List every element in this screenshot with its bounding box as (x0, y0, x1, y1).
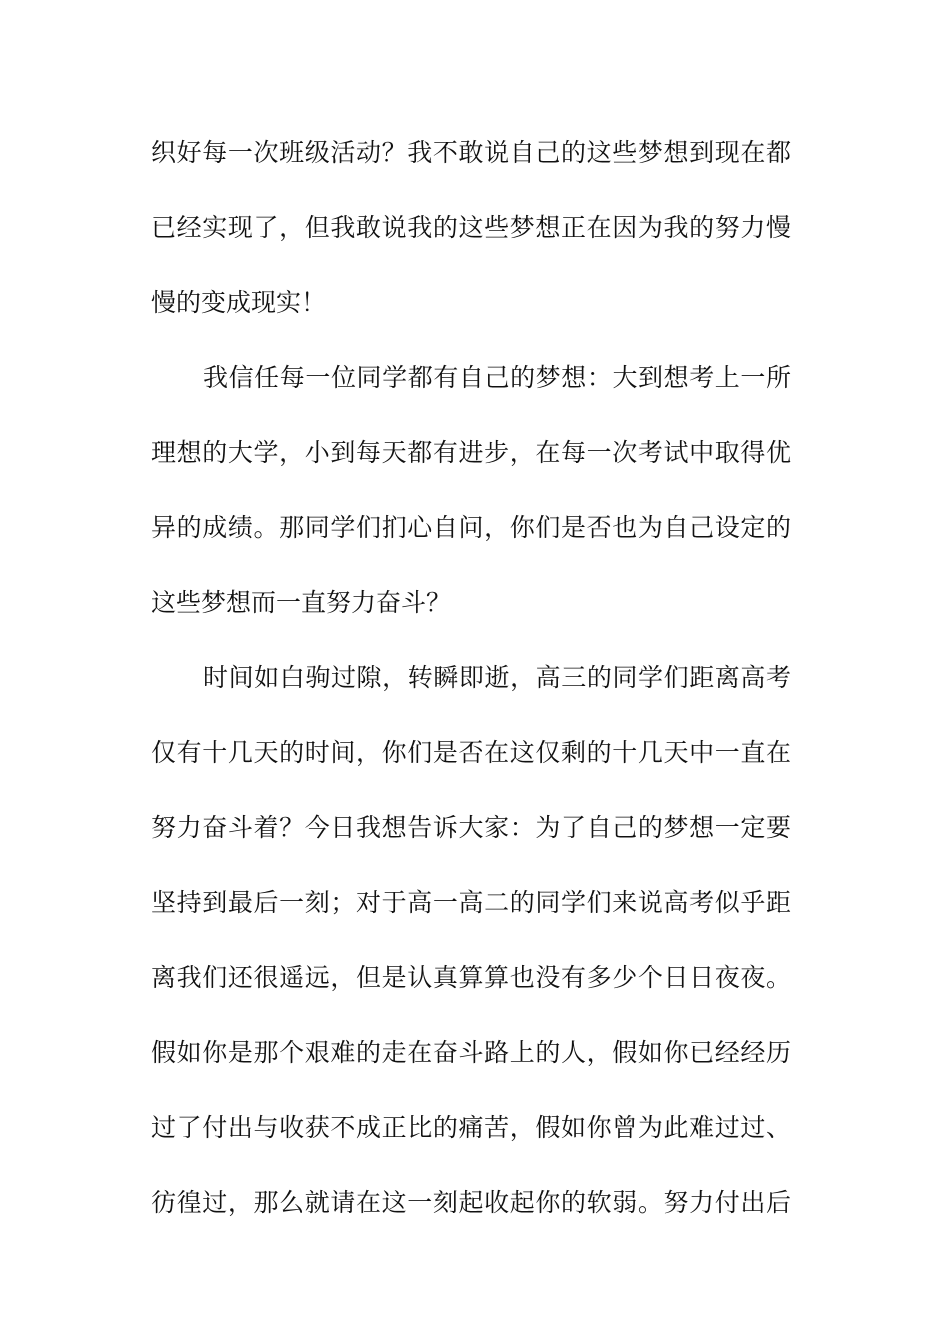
text-line: 时间如白驹过隙，转瞬即逝，高三的同学们距离高考 (203, 663, 791, 692)
text-line: 离我们还很遥远，但是认真算算也没有多少个日日夜夜。 (151, 963, 791, 992)
text-line: 努力奋斗着？今日我想告诉大家：为了自己的梦想一定要 (151, 813, 791, 842)
text-line: 过了付出与收获不成正比的痛苦，假如你曾为此难过过、 (151, 1113, 791, 1142)
text-line: 织好每一次班级活动？我不敢说自己的这些梦想到现在都 (151, 138, 791, 167)
paragraph (151, 128, 791, 353)
text-line: 坚持到最后一刻；对于高一高二的同学们来说高考似乎距 (151, 888, 791, 917)
document-body (151, 128, 791, 1253)
text-line: 假如你是那个艰难的走在奋斗路上的人，假如你已经经历 (151, 1038, 791, 1067)
paragraph (151, 353, 791, 653)
text-line: 已经实现了，但我敢说我的这些梦想正在因为我的努力慢 (151, 213, 791, 242)
text-line: 这些梦想而一直努力奋斗？ (151, 588, 452, 617)
text-line: 我信任每一位同学都有自己的梦想：大到想考上一所 (203, 363, 791, 392)
text-line: 理想的大学，小到每天都有进步，在每一次考试中取得优 (151, 438, 791, 467)
text-line: 慢的变成现实！ (151, 288, 327, 317)
text-line: 异的成绩。那同学们扪心自问，你们是否也为自己设定的 (151, 513, 791, 542)
text-line: 彷徨过，那么就请在这一刻起收起你的软弱。努力付出后 (151, 1188, 791, 1217)
text-line: 仅有十几天的时间，你们是否在这仅剩的十几天中一直在 (151, 738, 791, 767)
paragraph (151, 653, 791, 1253)
